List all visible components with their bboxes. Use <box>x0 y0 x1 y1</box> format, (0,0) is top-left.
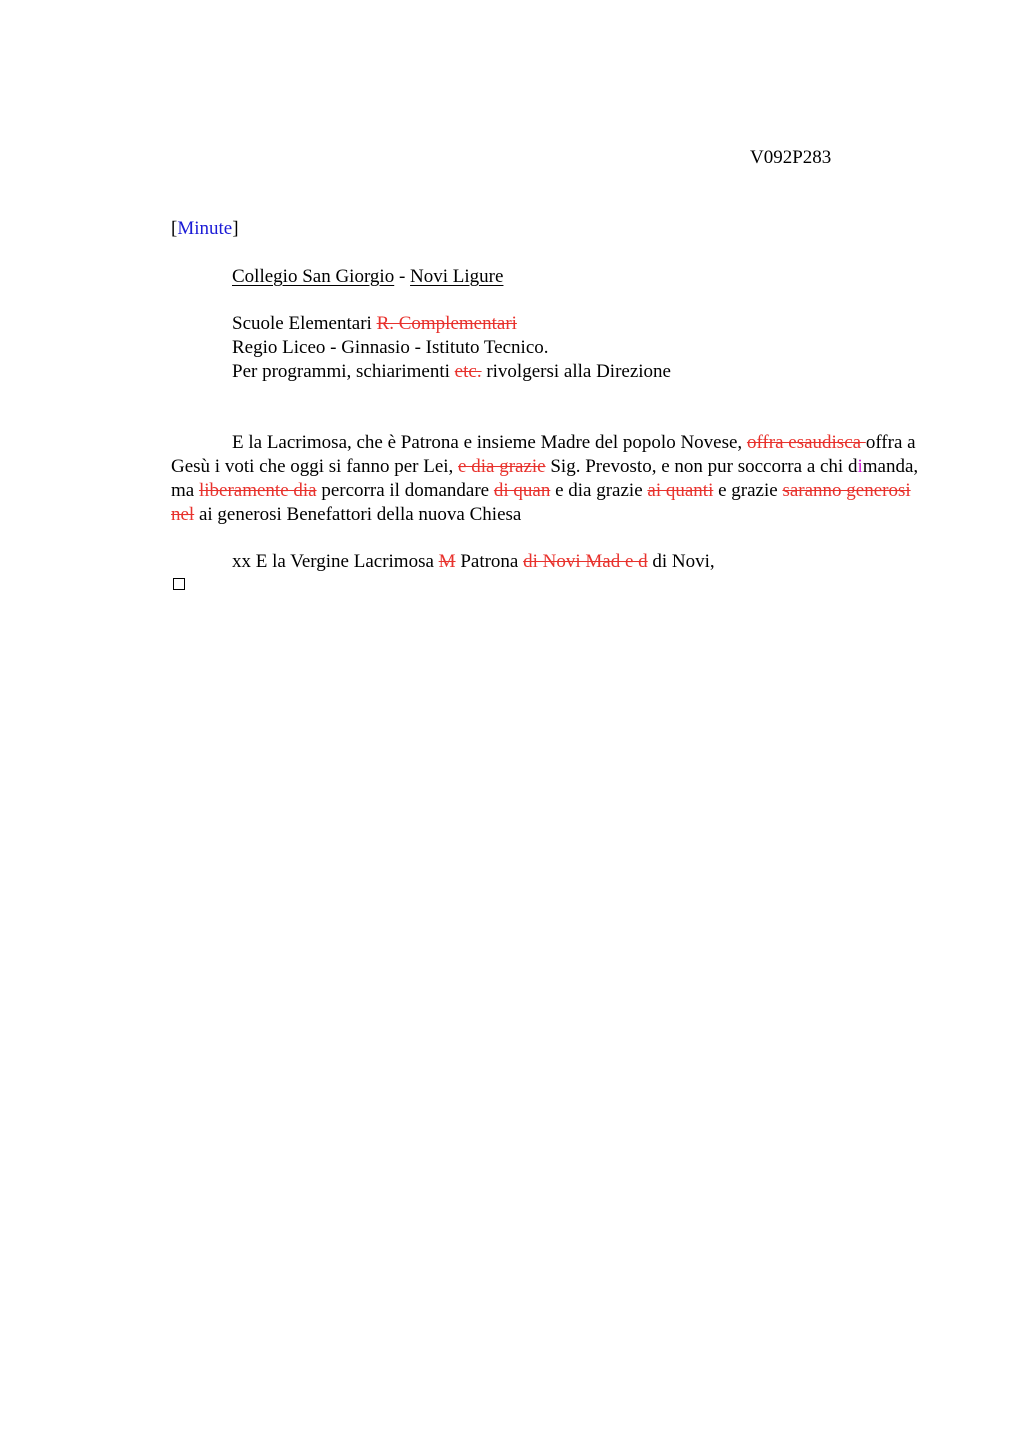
info-line-2: Regio Liceo - Ginnasio - Istituto Tecnico. <box>232 337 549 358</box>
bracket-open: [ <box>171 218 178 239</box>
deleted-text: liberamente dia <box>198 480 317 501</box>
inserted-text: i <box>857 456 863 477</box>
info-line-3-post: rivolgersi alla Direzione <box>481 361 671 382</box>
info-line-1 <box>232 312 671 336</box>
deleted-text: ai quanti <box>647 480 714 501</box>
paragraph-2 <box>232 550 715 574</box>
text-run: ai generosi Benefattori della nuova Chiesa <box>194 504 522 525</box>
deleted-text: saranno generosi nel <box>171 480 911 525</box>
deleted-text: etc. <box>454 361 482 382</box>
text-run: di Novi, <box>647 551 715 572</box>
city-name: Novi Ligure <box>410 266 504 287</box>
deleted-text: offra esaudisca <box>746 432 866 453</box>
text-run: e grazie <box>713 480 783 501</box>
deleted-text: di quan <box>493 480 551 501</box>
text-run: E la Lacrimosa, che è Patrona e insieme Madre del popolo Novese, <box>232 432 747 453</box>
info-line-3 <box>232 360 671 384</box>
heading-separator: - <box>394 266 411 287</box>
reference-code: V092P283 <box>750 147 832 168</box>
minute-link[interactable]: Minute <box>177 218 233 239</box>
deleted-text: M <box>438 551 456 572</box>
text-run: e dia grazie <box>550 480 648 501</box>
text-run: offra a Gesù i voti che oggi si fanno per Lei, <box>171 432 916 477</box>
text-run: xx E la Vergine Lacrimosa <box>232 551 439 572</box>
deleted-text: R. Complementari <box>376 313 517 334</box>
bracket-close: ] <box>232 218 239 239</box>
text-run: percorra il domandare <box>316 480 494 501</box>
info-line-1-text: Scuole Elementari <box>232 313 377 334</box>
paragraph-1 <box>171 431 921 527</box>
text-run: manda, ma <box>171 456 919 501</box>
school-info <box>232 312 671 384</box>
deleted-text: di Novi Mad e d <box>523 551 648 572</box>
text-run: Patrona <box>455 551 524 572</box>
letterhead-title <box>232 265 503 289</box>
college-name: Collegio San Giorgio <box>232 266 395 287</box>
checkbox-square-icon <box>173 578 185 590</box>
minute-label <box>171 217 239 241</box>
deleted-text: e dia grazie <box>458 456 546 477</box>
text-run: Sig. Prevosto, e non pur soccorra a chi d <box>545 456 858 477</box>
info-line-3-pre: Per programmi, schiarimenti <box>232 361 455 382</box>
